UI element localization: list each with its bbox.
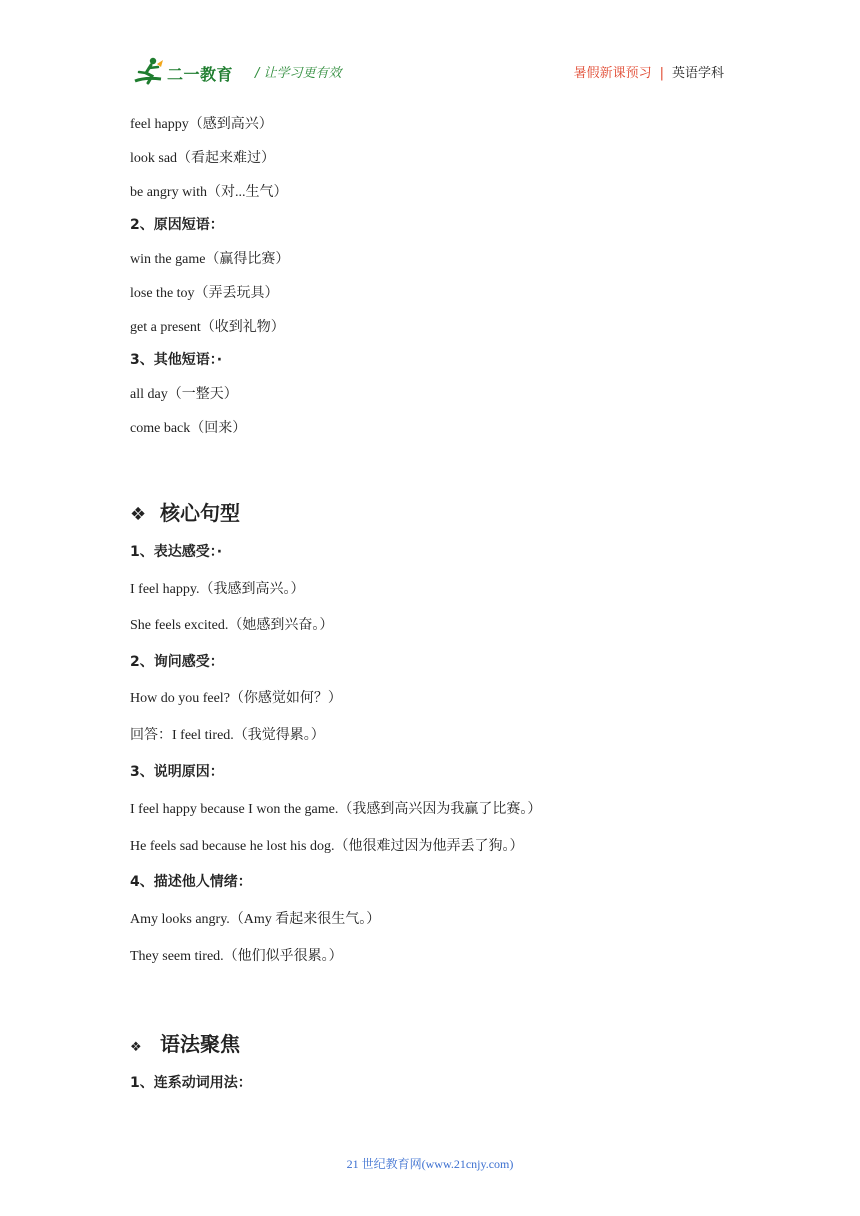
diamond-bullet-icon: ❖ <box>130 1040 142 1055</box>
course-name: 暑假新课预习 <box>573 66 652 81</box>
section-grammar-focus <box>130 1028 240 1057</box>
logo <box>131 55 241 91</box>
phrase-be-angry-with: be angry with（对...生气） <box>130 185 288 200</box>
slogan: / 让学习更有效 <box>255 66 342 81</box>
sentence-answer-tired: 回答：I feel tired.（我觉得累。） <box>130 728 325 743</box>
sentence-lost-his-dog: He feels sad because he lost his dog.（他很难过因为他弄丢了狗。） <box>130 839 524 854</box>
heading-other-phrases: 3、其他短语：· <box>130 352 223 368</box>
heading-reason-phrases: 2、原因短语： <box>130 217 224 233</box>
section-core-sentences <box>130 497 240 526</box>
sentence-how-do-you-feel: How do you feel?（你感觉如何？） <box>130 691 342 706</box>
phrase-look-sad: look sad（看起来难过） <box>130 151 276 166</box>
heading-explain-reason: 3、说明原因： <box>130 764 224 780</box>
heading-linking-verbs: 1、连系动词用法： <box>130 1075 252 1091</box>
phrase-come-back: come back（回来） <box>130 421 247 436</box>
sentence-they-seem-tired: They seem tired.（他们似乎很累。） <box>130 949 343 964</box>
section-title: 语法聚焦 <box>160 1032 240 1056</box>
sentence-amy-looks-angry: Amy looks angry.（Amy 看起来很生气。） <box>130 912 381 927</box>
header-separator: | <box>659 66 664 81</box>
heading-express-feelings: 1、表达感受：· <box>130 544 223 560</box>
page-footer: 21 世纪教育网(www.21cnjy.com) <box>346 1157 514 1171</box>
heading-describe-others: 4、描述他人情绪： <box>130 874 252 890</box>
page-header <box>0 0 860 100</box>
runner-logo-icon <box>131 55 167 91</box>
sentence-i-feel-happy: I feel happy.（我感到高兴。） <box>130 582 305 597</box>
phrase-feel-happy: feel happy（感到高兴） <box>130 117 273 132</box>
phrase-get-a-present: get a present（收到礼物） <box>130 320 285 335</box>
diamond-bullet-icon: ❖ <box>130 504 147 525</box>
subject-name: 英语学科 <box>671 66 724 81</box>
header-right <box>574 62 724 81</box>
sentence-won-the-game: I feel happy because I won the game.（我感到高兴因为我赢了比赛。） <box>130 802 542 817</box>
logo-text: 二一教育 <box>167 65 234 84</box>
sentence-she-feels-excited: She feels excited.（她感到兴奋。） <box>130 618 334 633</box>
heading-ask-feelings: 2、询问感受： <box>130 654 224 670</box>
section-title: 核心句型 <box>160 501 240 525</box>
phrase-all-day: all day（一整天） <box>130 387 238 402</box>
phrase-win-the-game: win the game（赢得比赛） <box>130 252 290 267</box>
phrase-lose-the-toy: lose the toy（弄丢玩具） <box>130 286 279 301</box>
